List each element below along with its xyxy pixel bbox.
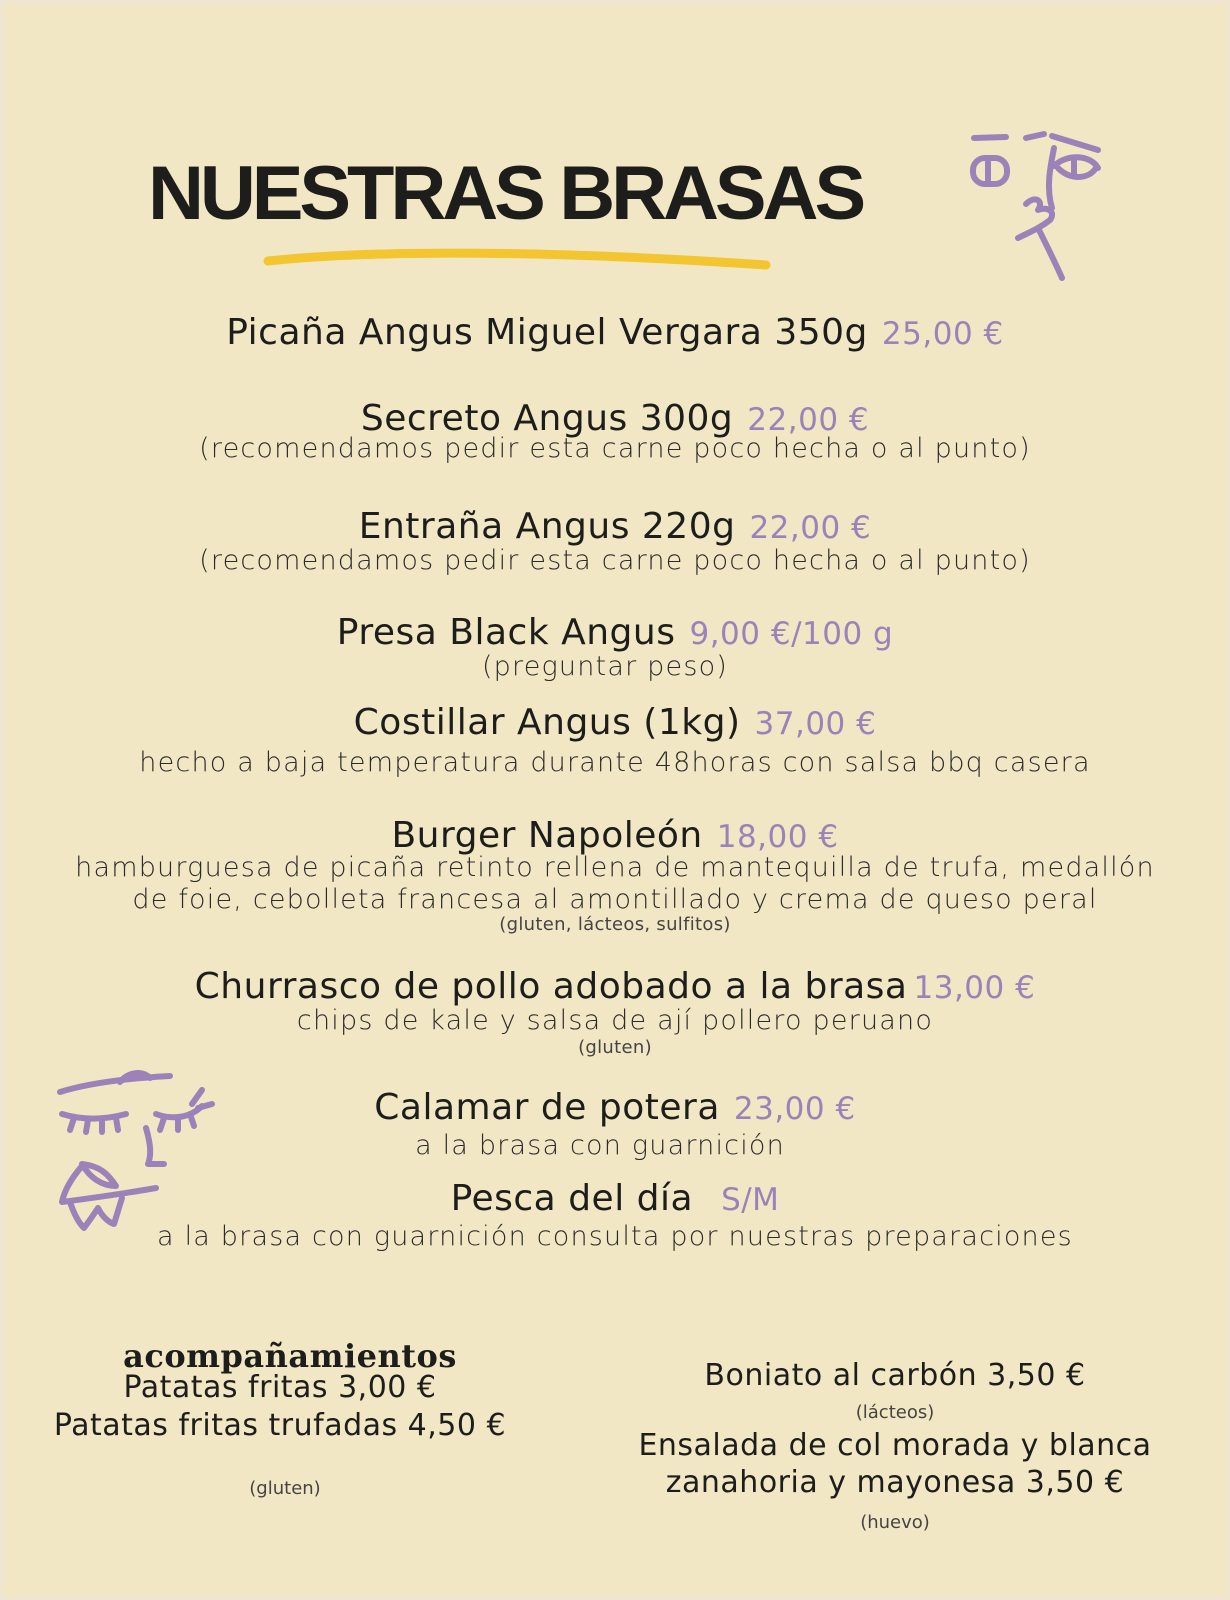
item-description: de foie, cebolleta francesa al amontillado y crema de queso peral [132, 884, 1098, 915]
item-name: Churrasco de pollo adobado a la brasa [194, 966, 908, 1007]
menu-item-secreto [0, 398, 1230, 465]
side-item-ensalada: Ensalada de col morada y blanca [638, 1428, 1152, 1463]
item-description: (recomendamos pedir esta carne poco hecha o al punto) [199, 433, 1031, 464]
side-item-boniato: Boniato al carbón 3,50 € [704, 1358, 1086, 1393]
side-item-ensalada-2: zanahoria y mayonesa 3,50 € [665, 1465, 1125, 1500]
item-description: hecho a baja temperatura durante 48horas con salsa bbq casera [139, 747, 1091, 778]
item-name: Picaña Angus Miguel Vergara 350g [226, 312, 868, 353]
item-allergens: (gluten, lácteos, sulfitos) [499, 914, 731, 935]
item-price: 22,00 € [747, 402, 870, 438]
item-description: a la brasa con guarnición [415, 1130, 785, 1161]
item-name: Burger Napoleón [391, 815, 703, 856]
sides-title: acompañamientos [123, 1337, 457, 1375]
item-price: 25,00 € [881, 316, 1004, 352]
item-name: Calamar de potera [374, 1087, 720, 1128]
menu-item-calamar [0, 1087, 1230, 1162]
item-name: Secreto Angus 300g [360, 398, 734, 439]
menu-item-churrasco [0, 966, 1230, 1059]
menu-item-picana [0, 312, 1230, 355]
item-description: a la brasa con guarnición consulta por nuestras preparaciones [157, 1221, 1073, 1252]
page-title: NUESTRAS BRASAS [148, 151, 863, 236]
menu-item-costillar [0, 702, 1230, 779]
item-price: 37,00 € [754, 706, 877, 742]
item-description: hamburguesa de picaña retinto rellena de mantequilla de trufa, medallón [75, 852, 1155, 883]
menu-item-presa [0, 612, 1230, 683]
item-name: Costillar Angus (1kg) [353, 702, 741, 743]
side-allergens: (lácteos) [855, 1402, 935, 1423]
side-allergens: (huevo) [860, 1512, 930, 1533]
item-price: 9,00 €/100 g [689, 616, 894, 652]
item-description: (preguntar peso) [481, 651, 729, 682]
item-price: 13,00 € [913, 970, 1036, 1006]
title-underline-brushstroke [262, 245, 772, 275]
menu-item-pesca [0, 1178, 1230, 1253]
menu-item-burger [0, 815, 1230, 936]
item-description: chips de kale y salsa de ají pollero peruano [296, 1005, 934, 1036]
item-description: (recomendamos pedir esta carne poco hecha o al punto) [199, 545, 1031, 576]
side-allergens: (gluten) [249, 1478, 321, 1499]
item-price: 22,00 € [749, 510, 872, 546]
item-price: 23,00 € [733, 1091, 856, 1127]
item-name: Entraña Angus 220g [358, 506, 736, 547]
side-item-patatas-fritas: Patatas fritas 3,00 € [123, 1370, 437, 1405]
item-name: Presa Black Angus [336, 612, 676, 653]
menu-item-entrana [0, 506, 1230, 577]
item-price: S/M [721, 1182, 780, 1218]
item-allergens: (gluten) [578, 1037, 652, 1058]
item-price: 18,00 € [716, 819, 839, 855]
item-name: Pesca del día [450, 1178, 694, 1219]
side-item-patatas-trufadas: Patatas fritas trufadas 4,50 € [53, 1408, 507, 1443]
face-illustration-icon [966, 128, 1136, 288]
